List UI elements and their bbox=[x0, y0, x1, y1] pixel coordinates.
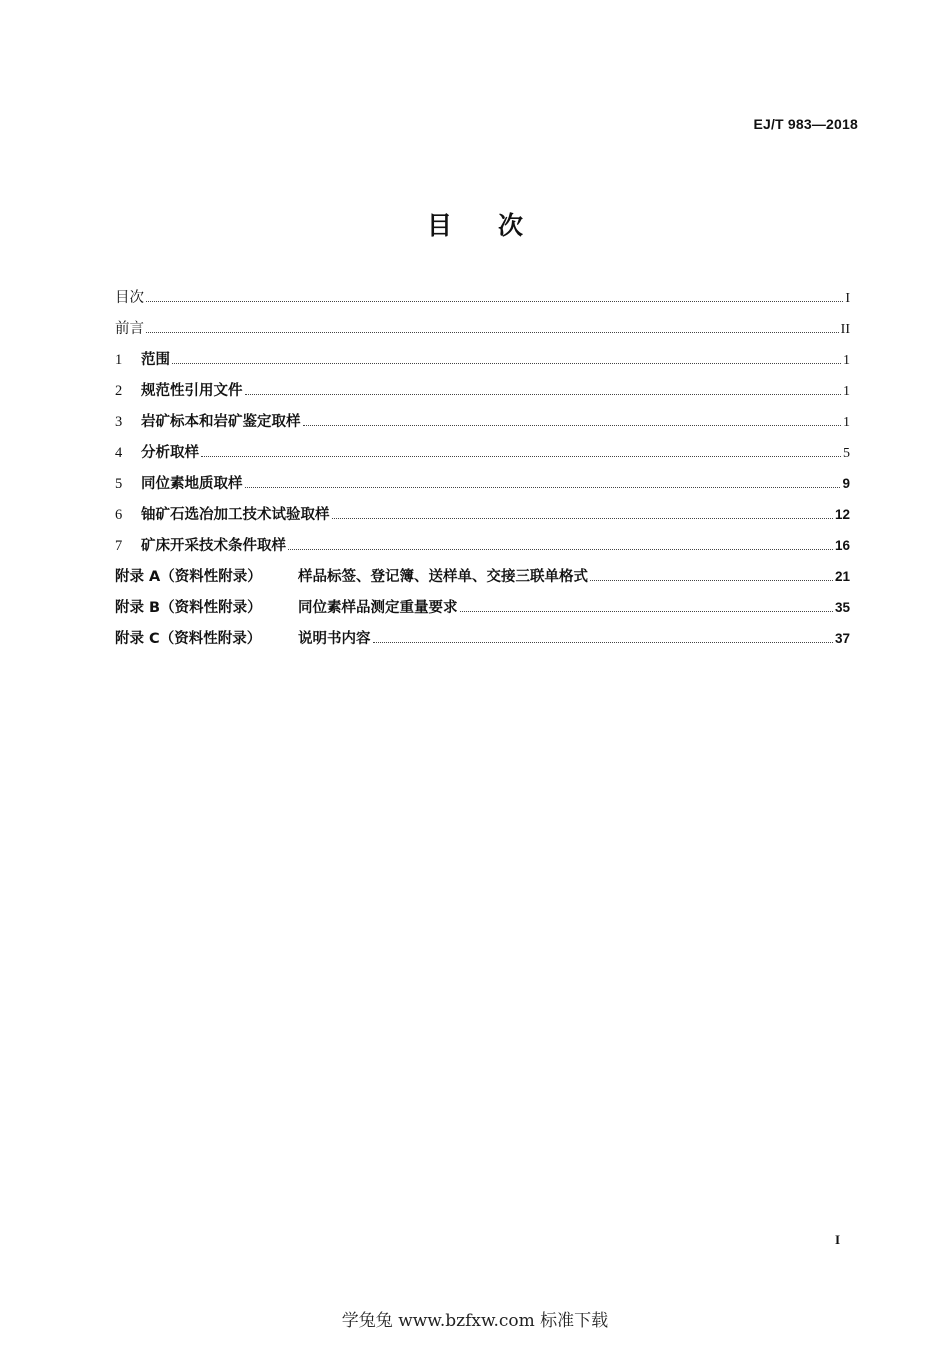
toc-entry-label: 铀矿石选冶加工技术试验取样 bbox=[141, 507, 330, 523]
toc-entry-page: 1 bbox=[843, 384, 850, 399]
toc-entry-contents[interactable] bbox=[115, 286, 850, 317]
toc-entry-6[interactable] bbox=[115, 503, 850, 534]
toc-entry-1[interactable] bbox=[115, 348, 850, 379]
toc-entry-page: 9 bbox=[842, 476, 850, 491]
watermark-text: 学兔兔 www.bzfxw.com 标准下载 bbox=[341, 1311, 609, 1331]
toc-entry-label: 同位素地质取样 bbox=[141, 476, 243, 492]
toc-entry-page: 35 bbox=[834, 600, 850, 615]
toc-leader-dots bbox=[460, 610, 833, 612]
toc-leader-dots bbox=[172, 362, 841, 364]
toc-leader-dots bbox=[288, 548, 833, 550]
toc-entry-5[interactable] bbox=[115, 472, 850, 503]
toc-entry-page: 12 bbox=[834, 507, 850, 522]
toc-entry-page: 1 bbox=[843, 415, 850, 430]
toc-entry-page: 16 bbox=[834, 538, 850, 553]
toc-leader-dots bbox=[146, 331, 839, 333]
table-of-contents bbox=[115, 286, 850, 658]
toc-entry-label: 分析取样 bbox=[141, 445, 199, 461]
toc-entry-number: 5 bbox=[115, 476, 123, 492]
toc-entry-label: 说明书内容 bbox=[298, 631, 371, 647]
toc-entry-2[interactable] bbox=[115, 379, 850, 410]
toc-entry-page: 1 bbox=[843, 353, 850, 368]
toc-entry-appendix-c[interactable] bbox=[115, 627, 850, 658]
page-title: 目次 bbox=[426, 211, 569, 240]
toc-entry-label: 岩矿标本和岩矿鉴定取样 bbox=[141, 414, 301, 430]
page-number: I bbox=[834, 1232, 840, 1247]
toc-entry-page: 21 bbox=[834, 569, 850, 584]
toc-leader-dots bbox=[245, 393, 842, 395]
toc-entry-label: 前言 bbox=[115, 321, 144, 337]
toc-entry-foreword[interactable] bbox=[115, 317, 850, 348]
toc-leader-dots bbox=[201, 455, 841, 457]
toc-leader-dots bbox=[245, 486, 841, 488]
toc-entry-number: 4 bbox=[115, 445, 123, 461]
toc-entry-page: I bbox=[845, 291, 850, 306]
toc-entry-label: 矿床开采技术条件取样 bbox=[141, 538, 286, 554]
toc-entry-page: II bbox=[840, 322, 850, 337]
toc-entry-label: 范围 bbox=[141, 352, 170, 368]
toc-leader-dots bbox=[332, 517, 833, 519]
toc-entry-number: 2 bbox=[115, 383, 123, 399]
toc-entry-page: 37 bbox=[834, 631, 850, 646]
toc-entry-number: 1 bbox=[115, 352, 123, 368]
toc-entry-label: 规范性引用文件 bbox=[141, 383, 243, 399]
toc-entry-label: 同位素样品测定重量要求 bbox=[298, 600, 458, 616]
toc-entry-number: 7 bbox=[115, 538, 123, 554]
toc-leader-dots bbox=[590, 579, 833, 581]
toc-appendix-prefix: 附录 B（资料性附录） bbox=[115, 600, 262, 616]
toc-entry-label: 目次 bbox=[115, 290, 144, 306]
toc-leader-dots bbox=[146, 300, 843, 302]
toc-entry-number: 6 bbox=[115, 507, 123, 523]
toc-entry-4[interactable] bbox=[115, 441, 850, 472]
toc-entry-3[interactable] bbox=[115, 410, 850, 441]
toc-entry-label: 样品标签、登记簿、送样单、交接三联单格式 bbox=[298, 569, 588, 585]
toc-entry-7[interactable] bbox=[115, 534, 850, 565]
toc-leader-dots bbox=[373, 641, 833, 643]
document-code: EJ/T 983—2018 bbox=[753, 116, 858, 132]
toc-entry-appendix-b[interactable] bbox=[115, 596, 850, 627]
toc-entry-number: 3 bbox=[115, 414, 123, 430]
toc-entry-page: 5 bbox=[843, 446, 850, 461]
toc-appendix-prefix: 附录 C（资料性附录） bbox=[115, 631, 262, 647]
toc-appendix-prefix: 附录 A（资料性附录） bbox=[115, 569, 262, 585]
toc-entry-appendix-a[interactable] bbox=[115, 565, 850, 596]
toc-leader-dots bbox=[303, 424, 842, 426]
